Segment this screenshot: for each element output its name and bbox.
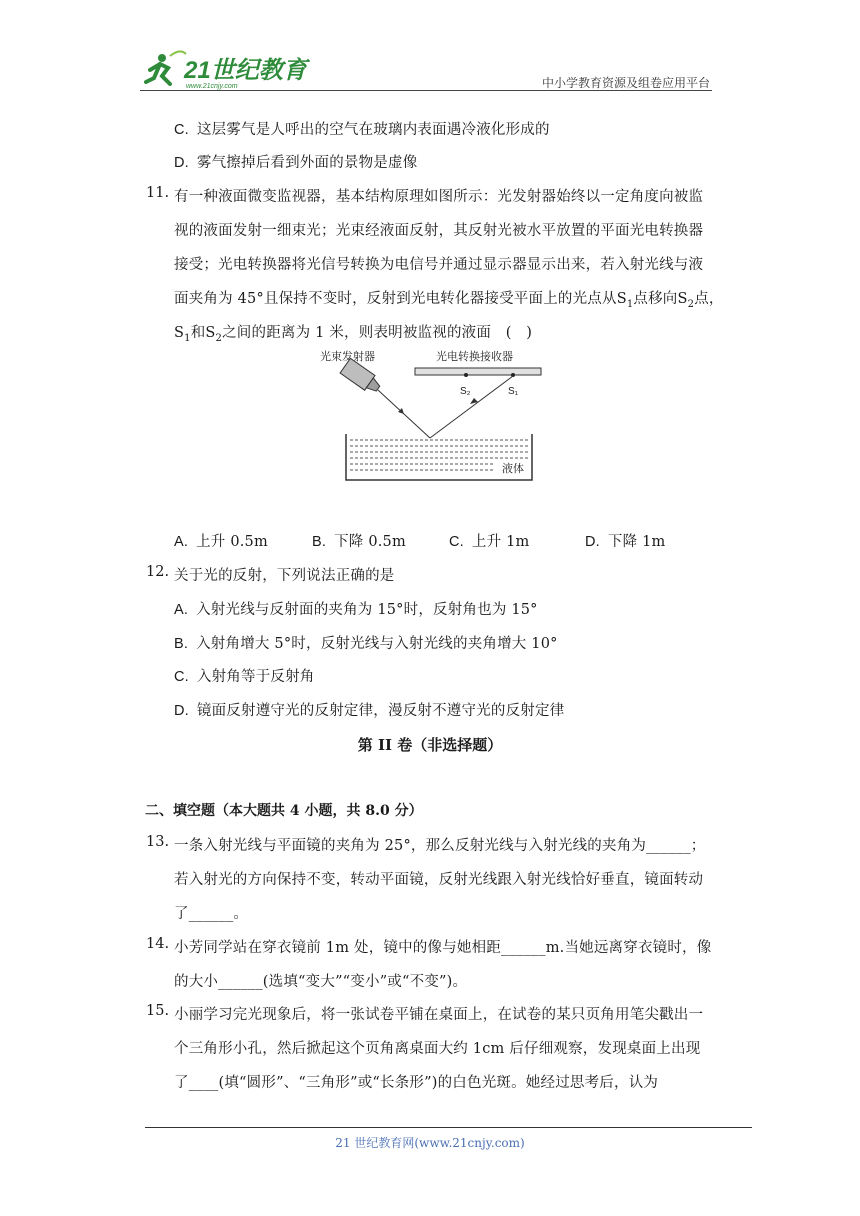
point-s2 bbox=[464, 373, 468, 377]
q11-figure bbox=[318, 346, 548, 486]
q13-line-3: 了______。 bbox=[174, 906, 249, 922]
liquid-label: 液体 bbox=[502, 463, 524, 475]
q11-line-2: 视的液面发射一细束光；光束经液面反射，其反射光被水平放置的平面光电转换器 bbox=[174, 223, 704, 239]
q15-line-3: 了____(填“圆形”、“三角形”或“长条形”)的白色光斑。她经过思考后，认为 bbox=[174, 1075, 659, 1091]
q11-line-5: $S_1$和$S_2$之间的距离为 1 米，则表明被监视的液面 ( ) bbox=[174, 325, 533, 344]
logo-url: www.21cnjy.com bbox=[186, 83, 238, 90]
footer-divider bbox=[145, 1127, 752, 1128]
q12-option-c: C. 入射角等于反射角 bbox=[174, 669, 315, 685]
emitter-label: 光束发射器 bbox=[320, 351, 375, 363]
s2-label: S₂ bbox=[460, 386, 471, 397]
site-logo bbox=[140, 48, 310, 92]
light-emitter bbox=[340, 358, 383, 396]
q12-option-b: B. 入射角增大 5°时，反射光线与入射光线的夹角增大 10° bbox=[174, 636, 558, 652]
platform-name: 中小学教育资源及组卷应用平台 bbox=[541, 76, 710, 90]
q13-line-2: 若入射光的方向保持不变，转动平面镜，反射光线跟入射光线恰好垂直，镜面转动 bbox=[174, 872, 704, 888]
q15-line-2: 个三角形小孔，然后掀起这个页角离桌面大约 1cm 后仔细观察，发现桌面上出现 bbox=[174, 1041, 701, 1057]
q10-option-c: C. 这层雾气是人呼出的空气在玻璃内表面遇冷液化形成的 bbox=[174, 122, 550, 138]
q11-line-1: 有一种液面微变监视器，基本结构原理如图所示：光发射器始终以一定角度向被监 bbox=[174, 189, 704, 205]
q14-number: 14. bbox=[146, 936, 170, 952]
q11-option-c: C. 上升 1m bbox=[449, 534, 530, 550]
q11-line-3: 接受；光电转换器将光信号转换为电信号并通过显示器显示出来，若入射光线与液 bbox=[174, 257, 704, 273]
q12-number: 12. bbox=[146, 564, 170, 580]
reflected-ray bbox=[430, 376, 513, 438]
q11-line-4: 面夹角为 45°且保持不变时，反射到光电转化器接受平面上的光点从$S_1$点移向$S_2$点， bbox=[174, 291, 724, 310]
logo-text: 21世纪教育 bbox=[184, 57, 307, 84]
q15-number: 15. bbox=[146, 1003, 170, 1019]
q11-number: 11. bbox=[146, 185, 170, 201]
receiver-bar bbox=[415, 368, 541, 375]
q13-line-1: 一条入射光线与平面镜的夹角为 25°，那么反射光线与入射光线的夹角为______； bbox=[174, 838, 706, 854]
runner-icon bbox=[146, 51, 186, 84]
part-2-title: 二、填空题（本大题共 4 小题，共 8.0 分） bbox=[145, 803, 423, 819]
section-2-title: 第 II 卷（非选择题） bbox=[357, 736, 503, 754]
q15-line-1: 小丽学习完光现象后，将一张试卷平铺在桌面上，在试卷的某只页角用笔尖戳出一 bbox=[174, 1007, 704, 1023]
q13-number: 13. bbox=[146, 834, 170, 850]
q14-line-2: 的大小______(选填“变大”“变小”或“不变”)。 bbox=[174, 974, 468, 990]
q11-option-a: A. 上升 0.5m bbox=[174, 534, 268, 550]
q12-option-d: D. 镜面反射遵守光的反射定律，漫反射不遵守光的反射定律 bbox=[174, 703, 565, 719]
q11-option-b: B. 下降 0.5m bbox=[312, 534, 406, 550]
header-divider bbox=[140, 90, 712, 91]
q10-option-d: D. 雾气擦掉后看到外面的景物是虚像 bbox=[174, 155, 418, 171]
q11-option-d: D. 下降 1m bbox=[585, 534, 666, 550]
q12-stem: 关于光的反射，下列说法正确的是 bbox=[174, 568, 395, 584]
q12-option-a: A. 入射光线与反射面的夹角为 15°时，反射角也为 15° bbox=[174, 602, 538, 618]
footer-link[interactable]: 21 世纪教育网(www.21cnjy.com) bbox=[335, 1136, 525, 1150]
receiver-label: 光电转换接收器 bbox=[436, 351, 513, 363]
s1-label: S₁ bbox=[508, 386, 519, 397]
q14-line-1: 小芳同学站在穿衣镜前 1m 处，镜中的像与她相距______m.当她远离穿衣镜时，像 bbox=[174, 940, 712, 956]
